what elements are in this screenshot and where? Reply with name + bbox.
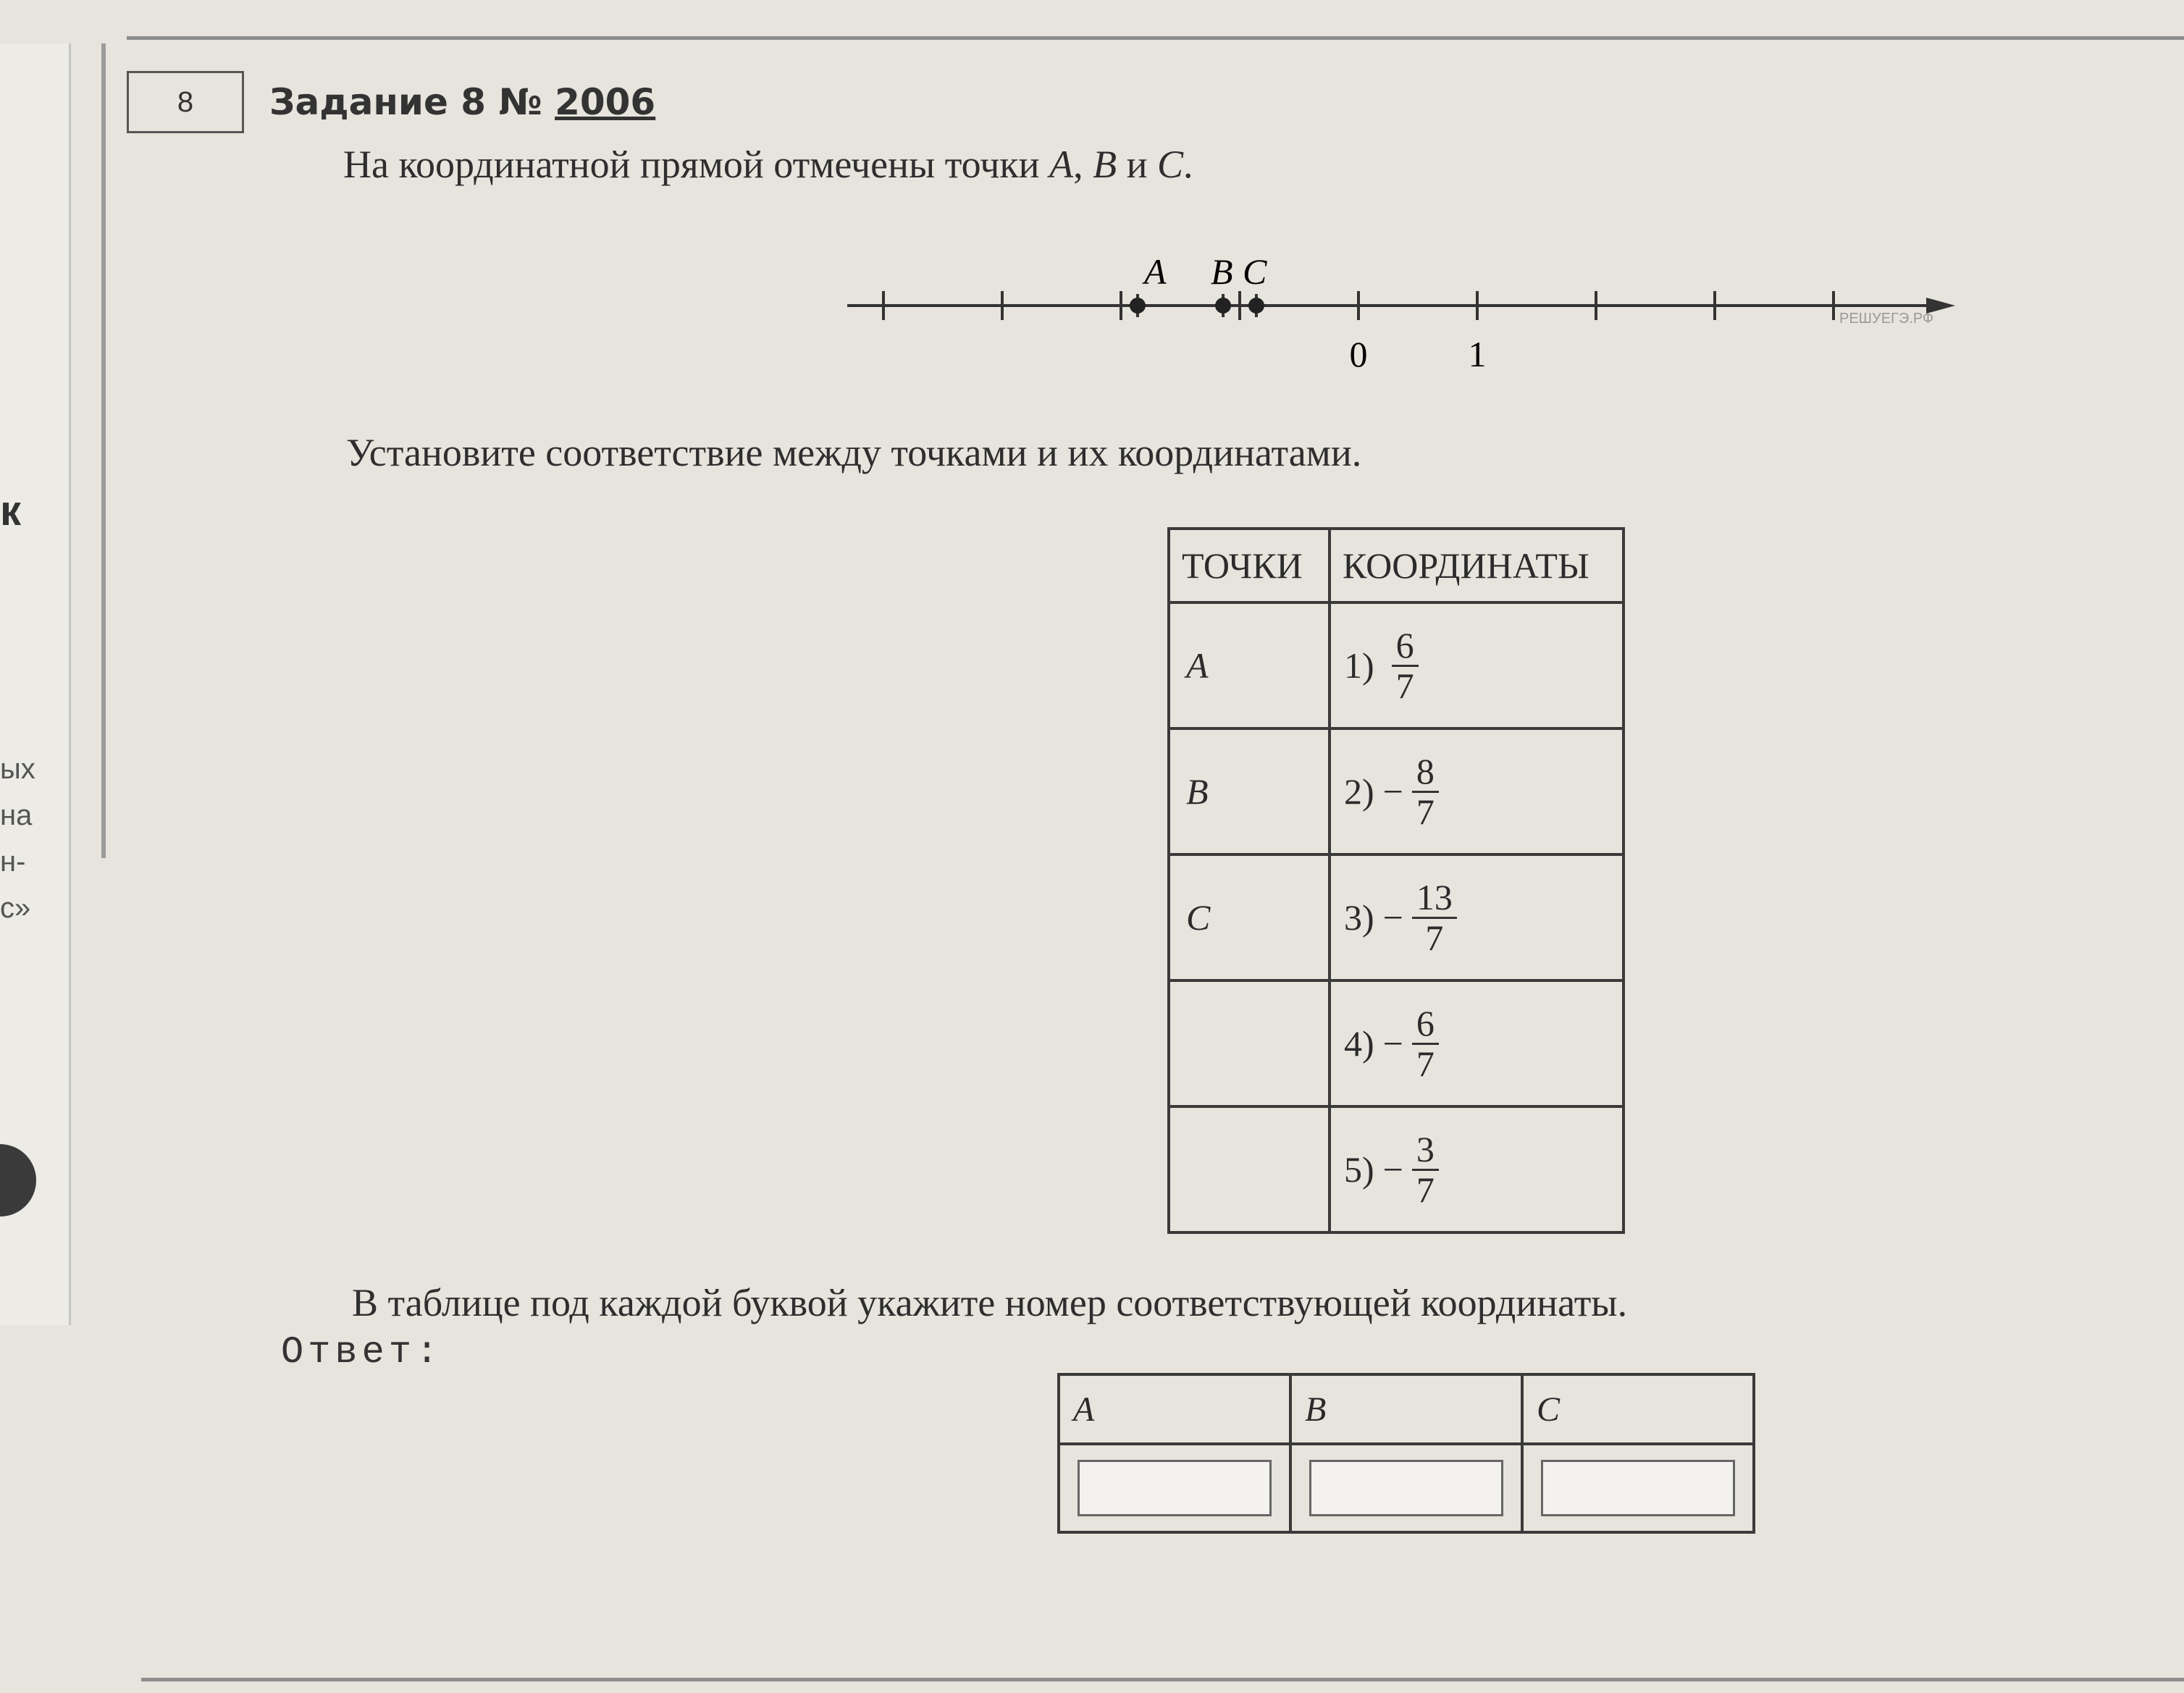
header-points: ТОЧКИ (1169, 529, 1330, 602)
number-line-point-c (1248, 298, 1264, 314)
left-fragment-k: к (0, 487, 22, 534)
fraction-numerator: 6 (1412, 1004, 1439, 1045)
option-sign: − (1382, 771, 1403, 812)
fraction-denominator: 7 (1416, 791, 1435, 832)
answer-cell-a (1059, 1444, 1290, 1532)
left-fragment-line: н- (0, 846, 26, 878)
fraction-numerator: 3 (1412, 1130, 1439, 1171)
table-point (1169, 980, 1330, 1106)
table-row (1169, 1106, 1624, 1232)
intro-conjunction: и (1126, 143, 1148, 186)
coordinates-table (1167, 527, 1625, 1234)
intro-point-c: C (1156, 143, 1183, 186)
number-line-one-label: 1 (1468, 334, 1487, 374)
fraction-numerator: 8 (1412, 752, 1439, 793)
intro-end: . (1183, 143, 1193, 186)
intro-separator: , (1073, 143, 1083, 186)
table-coordinate (1330, 1106, 1624, 1232)
left-divider (101, 43, 106, 858)
number-line-point-a (1130, 298, 1146, 314)
number-line-zero-label: 0 (1349, 334, 1368, 374)
table-row (1169, 728, 1624, 854)
watermark: РЕШУЕГЭ.РФ (1839, 311, 1934, 327)
fraction-denominator: 7 (1416, 1169, 1435, 1210)
number-line-label-c: C (1243, 251, 1267, 292)
table-header-row (1169, 529, 1624, 602)
answer-table (1057, 1373, 1755, 1534)
option-label: 5) (1344, 1149, 1374, 1190)
task-number-link[interactable]: 2006 (555, 81, 656, 123)
option-sign: − (1382, 1023, 1403, 1064)
fraction-numerator: 13 (1412, 878, 1457, 919)
option-sign: − (1382, 1149, 1403, 1190)
answer-cell-c (1522, 1444, 1754, 1532)
task-number-box: 8 (127, 71, 244, 133)
fraction-numerator: 6 (1392, 626, 1419, 667)
answer-input-b[interactable] (1309, 1460, 1503, 1516)
fraction-denominator: 7 (1416, 1043, 1435, 1084)
top-divider (127, 36, 2184, 40)
number-line-label-a: A (1144, 251, 1167, 292)
option-label: 1) (1344, 645, 1374, 686)
table-row (1169, 980, 1624, 1106)
answer-input-c[interactable] (1541, 1460, 1735, 1516)
number-line (840, 239, 1970, 398)
table-point (1169, 1106, 1330, 1232)
left-fragment-line: на (0, 799, 33, 831)
answer-column-a: A (1059, 1374, 1290, 1444)
option-label: 4) (1344, 1023, 1374, 1064)
fraction-denominator: 7 (1395, 665, 1414, 706)
fraction (1412, 878, 1457, 957)
answer-input-a[interactable] (1078, 1460, 1272, 1516)
answer-column-b: B (1290, 1374, 1522, 1444)
fraction (1412, 1004, 1439, 1083)
fraction-denominator: 7 (1425, 917, 1444, 958)
table-row (1169, 602, 1624, 728)
option-sign: − (1382, 897, 1403, 938)
left-panel (0, 43, 71, 1325)
number-line-label-b: B (1211, 251, 1233, 292)
fraction (1412, 752, 1439, 831)
number-line-point-b (1215, 298, 1231, 314)
left-fragment-line: ых (0, 753, 35, 785)
answer-header-row (1059, 1374, 1754, 1444)
instruction-text: Установите соответствие между точками и их координатами. (346, 431, 1362, 474)
answer-column-c: C (1522, 1374, 1754, 1444)
fraction (1392, 626, 1419, 705)
table-point: A (1169, 602, 1330, 728)
intro-phrase: На координатной прямой отмечены точки (343, 143, 1040, 186)
answer-label: Ответ: (281, 1331, 443, 1374)
table-coordinate (1330, 602, 1624, 728)
left-fragment-line: с» (0, 892, 31, 924)
intro-text (343, 142, 1193, 187)
table-coordinate (1330, 728, 1624, 854)
intro-point-b: B (1093, 143, 1117, 186)
header-coordinates: КООРДИНАТЫ (1330, 529, 1624, 602)
task-title-prefix: Задание 8 № (269, 81, 542, 123)
option-label: 3) (1344, 897, 1374, 938)
answer-cell-b (1290, 1444, 1522, 1532)
table-point: C (1169, 854, 1330, 980)
bottom-instruction: В таблице под каждой буквой укажите номер соответствующей координаты. (352, 1281, 1628, 1324)
table-coordinate (1330, 980, 1624, 1106)
bottom-divider (141, 1678, 2184, 1681)
option-label: 2) (1344, 771, 1374, 812)
table-coordinate (1330, 854, 1624, 980)
table-row (1169, 854, 1624, 980)
task-title (269, 81, 655, 123)
fraction (1412, 1130, 1439, 1209)
intro-point-a: A (1049, 143, 1074, 186)
table-point: B (1169, 728, 1330, 854)
answer-input-row (1059, 1444, 1754, 1532)
